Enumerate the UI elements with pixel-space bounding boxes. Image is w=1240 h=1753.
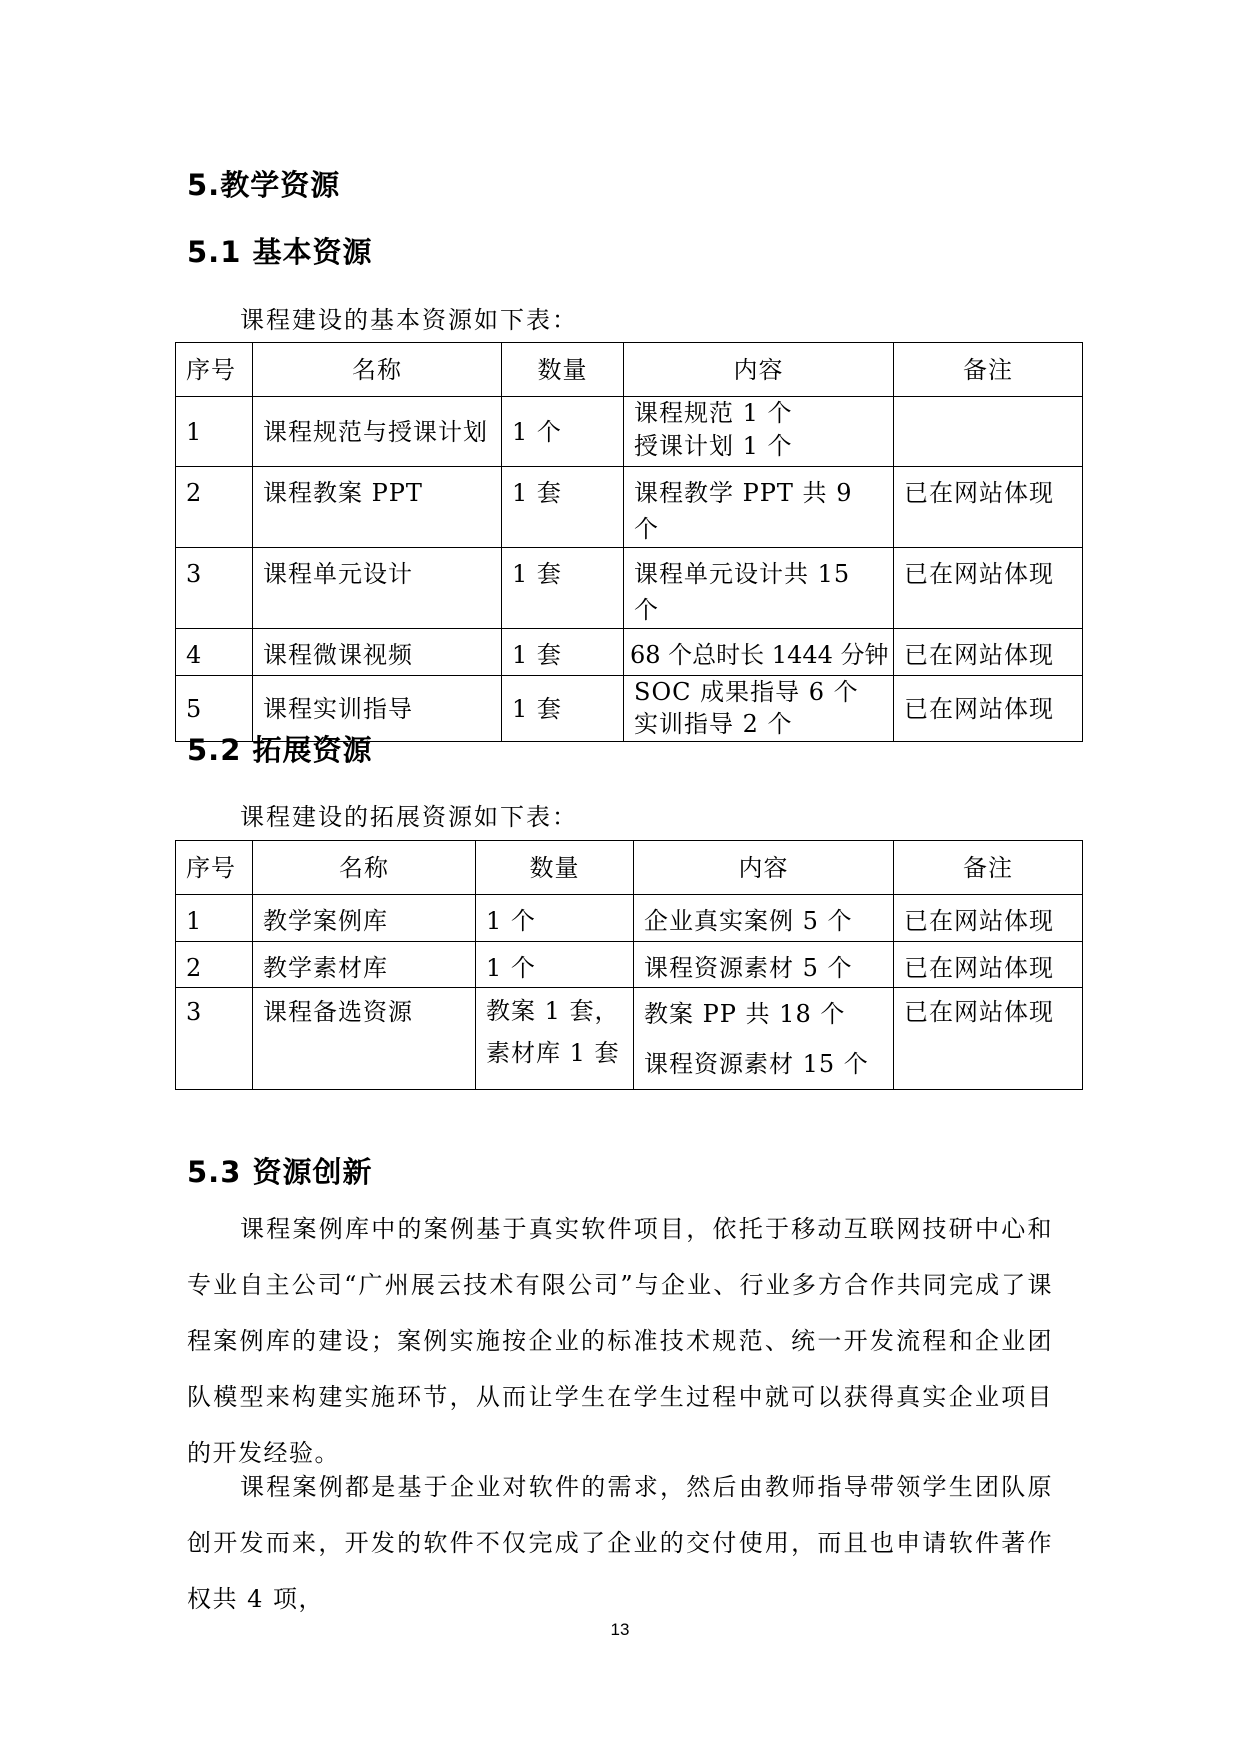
cell-name: 课程实训指导	[253, 676, 502, 742]
cell-note: 已在网站体现	[894, 988, 1083, 1090]
cell-content	[634, 988, 894, 1090]
table-row	[176, 397, 1083, 467]
header-note: 备注	[894, 841, 1083, 895]
cell-content: 课程资源素材 5 个	[634, 942, 894, 988]
subsection-title-innovation: 5.3 资源创新	[187, 1155, 373, 1189]
cell-content: 课程单元设计共 15 个	[624, 548, 894, 629]
table-row	[176, 942, 1083, 988]
cell-content	[624, 676, 894, 742]
cell-name: 课程单元设计	[253, 548, 502, 629]
cell-qty: 1 套	[502, 548, 624, 629]
page-number: 13	[610, 1620, 630, 1639]
cell-name: 课程微课视频	[253, 629, 502, 676]
cell-note: 已在网站体现	[894, 548, 1083, 629]
cell-no: 1	[176, 895, 253, 942]
cell-no: 4	[176, 629, 253, 676]
extended-intro: 课程建设的拓展资源如下表：	[240, 803, 578, 831]
header-qty: 数量	[502, 343, 624, 397]
header-content: 内容	[624, 343, 894, 397]
cell-qty: 1 套	[502, 676, 624, 742]
content-line: 教案 PP 共 18 个	[644, 1000, 846, 1028]
cell-no: 1	[176, 397, 253, 467]
subsection-title-basic: 5.1 基本资源	[187, 235, 373, 269]
cell-no: 3	[176, 548, 253, 629]
section-title: 5.教学资源	[187, 168, 341, 202]
content-line: 课程规范 1 个	[634, 399, 793, 427]
content-line: 课程资源素材 15 个	[644, 1050, 869, 1078]
cell-note: 已在网站体现	[894, 895, 1083, 942]
table-row	[176, 467, 1083, 548]
table-header-row	[176, 343, 1083, 397]
cell-qty: 1 个	[502, 397, 624, 467]
cell-no: 3	[176, 988, 253, 1090]
header-name: 名称	[253, 841, 476, 895]
table-row	[176, 548, 1083, 629]
cell-qty: 1 套	[502, 629, 624, 676]
cell-name: 教学案例库	[253, 895, 476, 942]
cell-note	[894, 397, 1083, 467]
qty-line: 素材库 1 套	[486, 1039, 620, 1067]
header-no: 序号	[176, 343, 253, 397]
cell-note: 已在网站体现	[894, 467, 1083, 548]
cell-qty: 1 套	[502, 467, 624, 548]
table-header-row	[176, 841, 1083, 895]
header-no: 序号	[176, 841, 253, 895]
header-content: 内容	[634, 841, 894, 895]
cell-qty	[476, 988, 634, 1090]
table-row	[176, 629, 1083, 676]
innovation-paragraph-1: 课程案例库中的案例基于真实软件项目，依托于移动互联网技研中心和专业自主公司“广州展云技术有限公司”与企业、行业多方合作共同完成了课程案例库的建设；案例实施按企业的标准技术规范、统一开发流程和企业团队模型来构建实施环节，从而让学生在学生过程中就可以获得真实企业项目的开发经验。	[187, 1215, 1053, 1467]
cell-name: 教学素材库	[253, 942, 476, 988]
content-line: SOC 成果指导 6 个	[634, 678, 859, 706]
cell-note: 已在网站体现	[894, 629, 1083, 676]
cell-content	[624, 397, 894, 467]
header-qty: 数量	[476, 841, 634, 895]
cell-content: 课程教学 PPT 共 9 个	[624, 467, 894, 548]
cell-no: 2	[176, 467, 253, 548]
innovation-paragraph-2: 课程案例都是基于企业对软件的需求，然后由教师指导带领学生团队原创开发而来，开发的软件不仅完成了企业的交付使用，而且也申请软件著作权共 4 项，	[187, 1473, 1053, 1613]
cell-name: 课程规范与授课计划	[253, 397, 502, 467]
cell-name: 课程教案 PPT	[253, 467, 502, 548]
basic-resources-table	[175, 342, 1083, 742]
extended-resources-table	[175, 840, 1083, 1090]
basic-intro: 课程建设的基本资源如下表：	[240, 306, 578, 334]
subsection-title-extended: 5.2 拓展资源	[187, 733, 373, 767]
content-line: 授课计划 1 个	[634, 432, 793, 460]
qty-line: 教案 1 套，	[486, 997, 620, 1025]
content-line: 实训指导 2 个	[634, 710, 793, 738]
table-row	[176, 988, 1083, 1090]
cell-qty: 1 个	[476, 942, 634, 988]
header-name: 名称	[253, 343, 502, 397]
cell-no: 5	[176, 676, 253, 742]
cell-content: 企业真实案例 5 个	[634, 895, 894, 942]
cell-note: 已在网站体现	[894, 942, 1083, 988]
cell-content: 68 个总时长 1444 分钟	[624, 629, 894, 676]
table-row	[176, 895, 1083, 942]
cell-qty: 1 个	[476, 895, 634, 942]
cell-name: 课程备选资源	[253, 988, 476, 1090]
header-note: 备注	[894, 343, 1083, 397]
cell-note: 已在网站体现	[894, 676, 1083, 742]
cell-no: 2	[176, 942, 253, 988]
